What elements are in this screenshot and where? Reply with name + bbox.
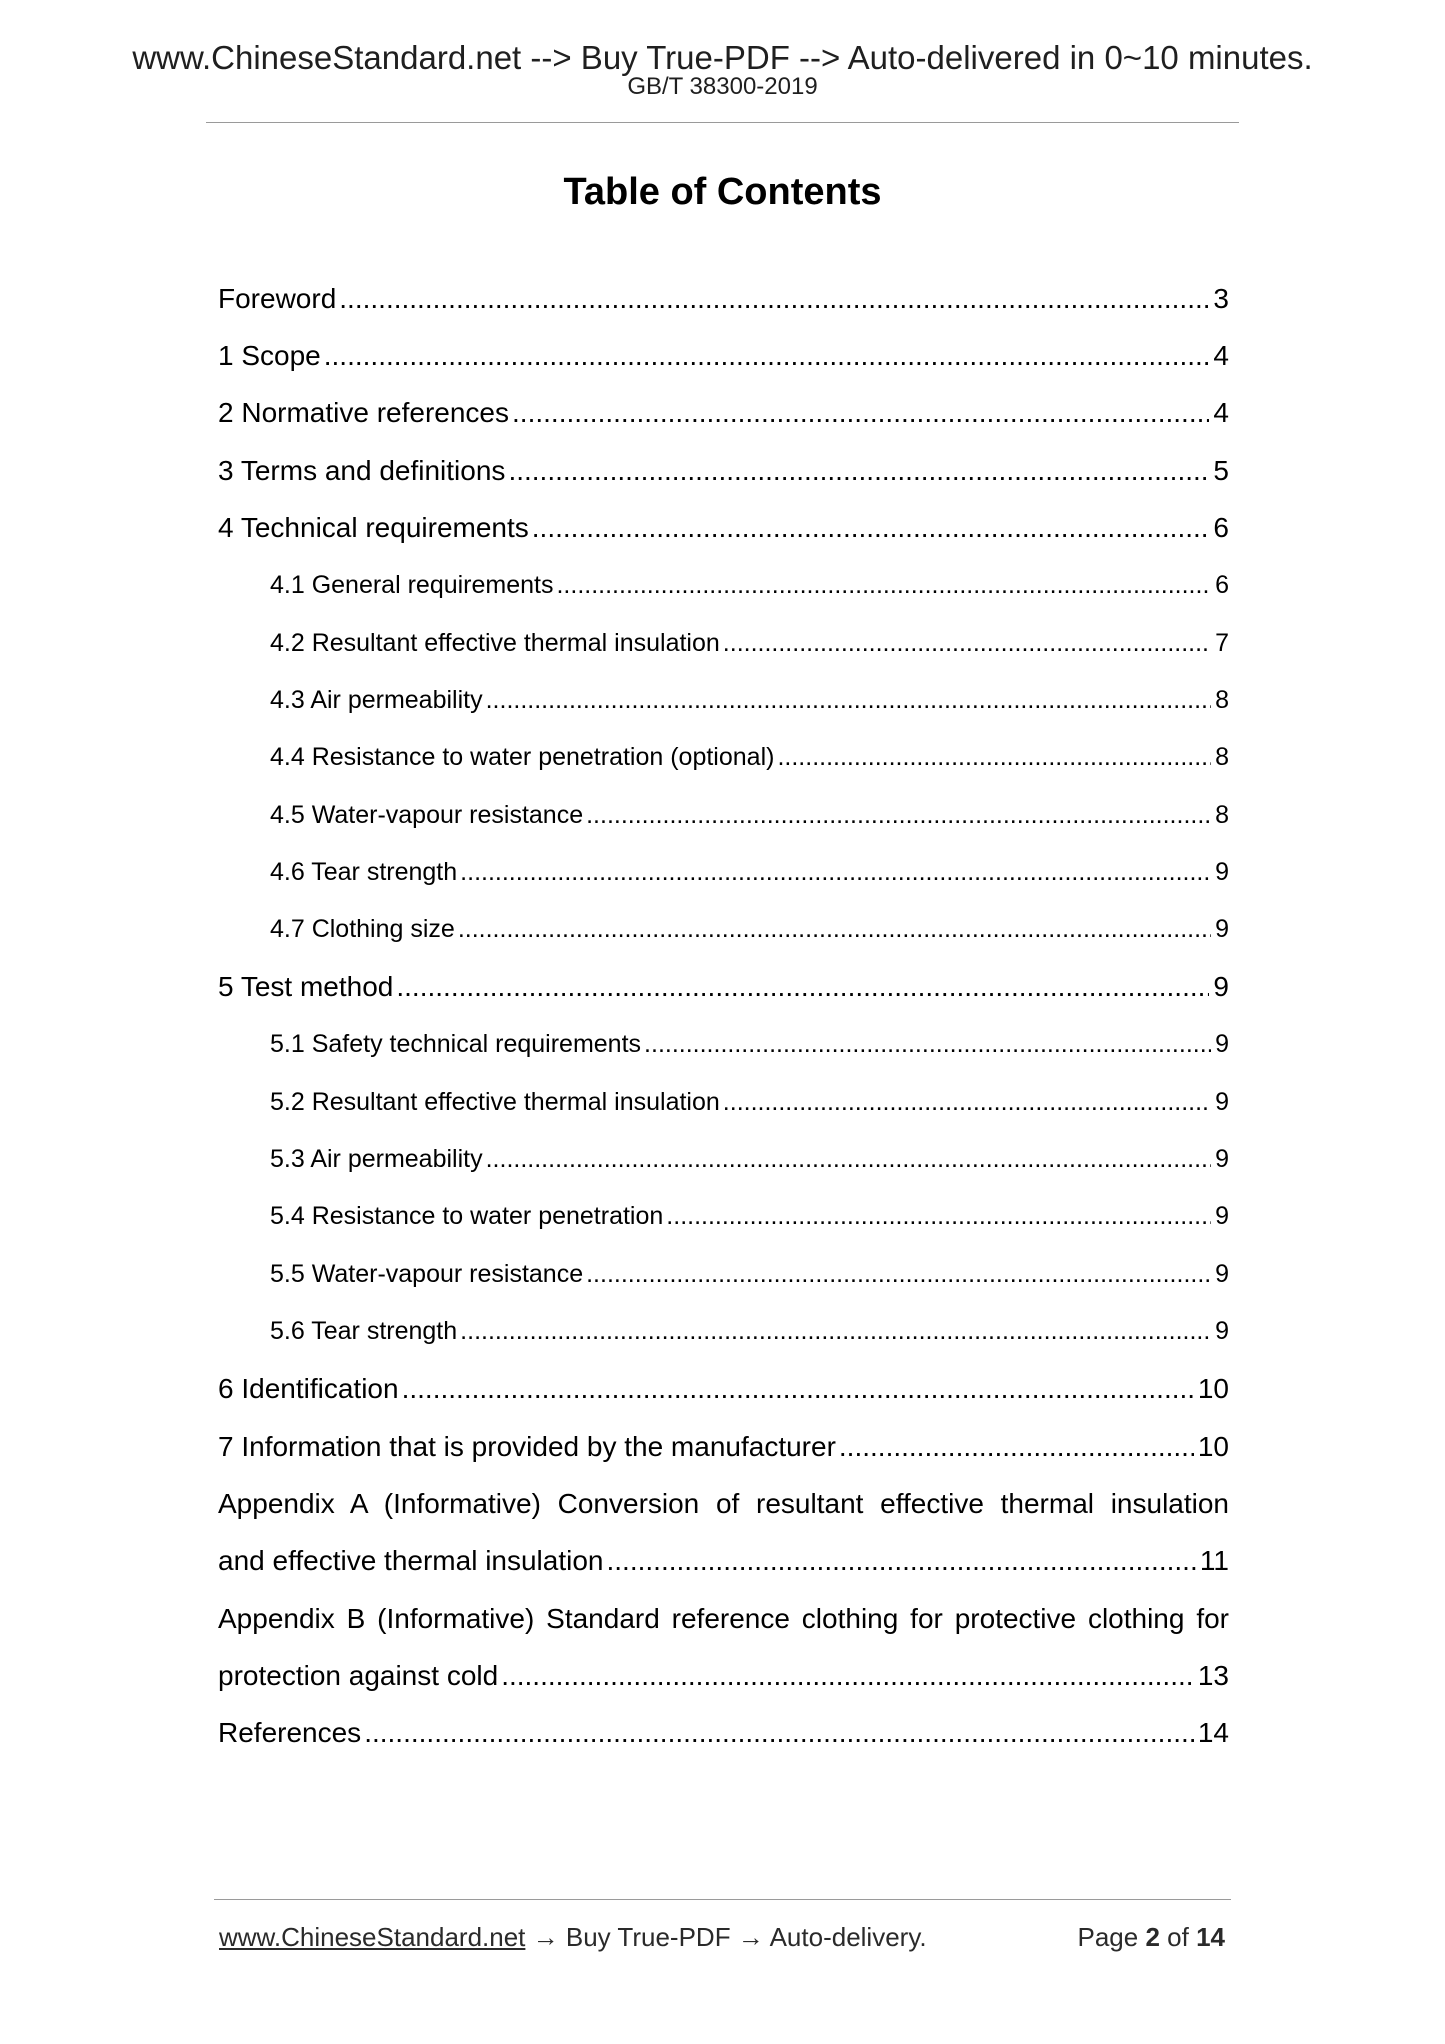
header-divider <box>206 122 1239 123</box>
toc-entry-4-5[interactable] <box>218 787 1229 844</box>
toc-leader-dots <box>486 686 1211 715</box>
toc-entry-page: 9 <box>1215 1030 1229 1059</box>
toc-leader-dots <box>324 340 1210 372</box>
toc-entry-4-7[interactable] <box>218 901 1229 958</box>
site-banner: www.ChineseStandard.net --> Buy True-PDF --> Auto-delivered in 0~10 minutes. <box>132 39 1313 76</box>
toc-leader-dots <box>556 571 1211 600</box>
toc-entry-label: References <box>218 1717 362 1749</box>
toc-entry-label-line1: Appendix B (Informative) Standard reference clothing for protective clothing for <box>218 1602 1229 1634</box>
toc-entry-technical-requirements[interactable] <box>218 500 1229 557</box>
footer-site-link[interactable]: www.ChineseStandard.net <box>219 1922 526 1952</box>
toc-entry-label: 4.4 Resistance to water penetration (optional) <box>270 743 775 772</box>
toc-entry-page: 9 <box>1213 971 1229 1003</box>
toc-entry-terms-definitions[interactable] <box>218 442 1229 499</box>
toc-entry-page: 9 <box>1215 1087 1229 1116</box>
toc-entry-page: 9 <box>1215 858 1229 887</box>
toc-entry-5-1[interactable] <box>218 1016 1229 1073</box>
toc-entry-manufacturer-information[interactable] <box>218 1418 1229 1475</box>
toc-entry-label: 4.5 Water-vapour resistance <box>270 800 584 829</box>
toc-entry-page: 9 <box>1215 1317 1229 1346</box>
toc-entry-page: 6 <box>1213 512 1229 544</box>
toc-leader-dots <box>777 743 1211 772</box>
toc-entry-label: 1 Scope <box>218 340 321 372</box>
toc-entry-page: 10 <box>1197 1373 1229 1405</box>
toc-entry-page: 9 <box>1215 1202 1229 1231</box>
toc-entry-5-3[interactable] <box>218 1131 1229 1188</box>
toc-entry-label-line1: Appendix A (Informative) Conversion of resultant effective thermal insulation <box>218 1487 1229 1519</box>
toc-leader-dots <box>723 629 1211 658</box>
toc-leader-dots <box>396 971 1209 1003</box>
page-footer <box>219 1920 1225 1954</box>
table-of-contents <box>218 270 1229 1762</box>
toc-entry-4-2[interactable] <box>218 614 1229 671</box>
toc-entry-page: 3 <box>1213 282 1229 314</box>
toc-entry-label: 5.1 Safety technical requirements <box>270 1030 642 1059</box>
toc-leader-dots <box>532 512 1210 544</box>
toc-entry-test-method[interactable] <box>218 959 1229 1016</box>
toc-entry-label: 5 Test method <box>218 971 394 1003</box>
toc-entry-label: 5.2 Resultant effective thermal insulation <box>270 1087 720 1116</box>
document-id: GB/T 38300-2019 <box>627 73 818 100</box>
toc-entry-label: 5.3 Air permeability <box>270 1145 483 1174</box>
toc-entry-label: 2 Normative references <box>218 397 510 429</box>
toc-entry-4-3[interactable] <box>218 672 1229 729</box>
toc-entry-label: 7 Information that is provided by the manufacturer <box>218 1430 836 1462</box>
toc-entry-label: 4.3 Air permeability <box>270 685 483 714</box>
toc-leader-dots <box>512 397 1209 429</box>
toc-entry-appendix-a[interactable] <box>218 1475 1229 1590</box>
toc-entry-foreword[interactable] <box>218 270 1229 327</box>
toc-leader-dots <box>644 1030 1211 1059</box>
toc-entry-label-line2: and effective thermal insulation <box>218 1545 604 1577</box>
toc-entry-label: 4.6 Tear strength <box>270 858 458 887</box>
toc-entry-label-line2: protection against cold <box>218 1660 499 1692</box>
toc-entry-page: 11 <box>1199 1545 1229 1577</box>
toc-entry-label: 4.2 Resultant effective thermal insulation <box>270 628 720 657</box>
toc-leader-dots <box>402 1373 1194 1405</box>
toc-leader-dots <box>607 1545 1196 1577</box>
toc-entry-4-4[interactable] <box>218 729 1229 786</box>
toc-entry-label: Foreword <box>218 282 337 314</box>
toc-entry-4-6[interactable] <box>218 844 1229 901</box>
toc-entry-page: 9 <box>1215 1145 1229 1174</box>
toc-entry-page: 9 <box>1215 1259 1229 1288</box>
footer-divider <box>214 1899 1231 1900</box>
toc-entry-label: 6 Identification <box>218 1373 399 1405</box>
toc-leader-dots <box>508 455 1209 487</box>
toc-entry-4-1[interactable] <box>218 557 1229 614</box>
toc-leader-dots <box>460 858 1211 887</box>
page-indicator <box>1077 1920 1225 1954</box>
toc-leader-dots <box>839 1431 1194 1463</box>
toc-entry-page: 4 <box>1213 340 1229 372</box>
toc-entry-page: 8 <box>1215 685 1229 714</box>
page-word: Page <box>1077 1922 1139 1952</box>
toc-entry-normative-references[interactable] <box>218 385 1229 442</box>
toc-entry-page: 4 <box>1213 397 1229 429</box>
toc-entry-label: 4.7 Clothing size <box>270 915 455 944</box>
page-title: Table of Contents <box>563 171 882 213</box>
page-total: 14 <box>1196 1922 1225 1952</box>
toc-entry-5-5[interactable] <box>218 1246 1229 1303</box>
toc-entry-label: 5.6 Tear strength <box>270 1317 458 1346</box>
toc-leader-dots <box>586 801 1211 830</box>
page-current: 2 <box>1145 1922 1160 1952</box>
toc-entry-5-2[interactable] <box>218 1073 1229 1130</box>
toc-leader-dots <box>458 915 1211 944</box>
toc-entry-label: 3 Terms and definitions <box>218 454 506 486</box>
toc-entry-label: 5.5 Water-vapour resistance <box>270 1259 584 1288</box>
toc-leader-dots <box>486 1145 1211 1174</box>
toc-entry-page: 13 <box>1197 1660 1229 1692</box>
toc-entry-label: 4 Technical requirements <box>218 512 529 544</box>
toc-entry-references[interactable] <box>218 1705 1229 1762</box>
toc-leader-dots <box>364 1717 1194 1749</box>
toc-leader-dots <box>501 1660 1194 1692</box>
toc-leader-dots <box>723 1088 1211 1117</box>
toc-entry-page: 8 <box>1215 743 1229 772</box>
toc-leader-dots <box>339 283 1209 315</box>
toc-leader-dots <box>586 1260 1211 1289</box>
toc-entry-label: 5.4 Resistance to water penetration <box>270 1202 664 1231</box>
page-of-word: of <box>1167 1922 1189 1952</box>
toc-entry-page: 9 <box>1215 915 1229 944</box>
toc-entry-appendix-b[interactable] <box>218 1590 1229 1705</box>
toc-leader-dots <box>460 1317 1211 1346</box>
toc-leader-dots <box>666 1202 1211 1231</box>
toc-entry-5-6[interactable] <box>218 1303 1229 1360</box>
toc-entry-page: 7 <box>1215 628 1229 657</box>
footer-tagline: → Buy True-PDF → Auto-delivery. <box>532 1922 927 1952</box>
toc-entry-page: 6 <box>1215 571 1229 600</box>
toc-entry-5-4[interactable] <box>218 1188 1229 1245</box>
toc-entry-label: 4.1 General requirements <box>270 571 554 600</box>
toc-entry-page: 8 <box>1215 800 1229 829</box>
toc-entry-page: 14 <box>1197 1717 1229 1749</box>
toc-entry-page: 10 <box>1197 1430 1229 1462</box>
toc-entry-identification[interactable] <box>218 1360 1229 1417</box>
toc-entry-scope[interactable] <box>218 327 1229 384</box>
toc-entry-page: 5 <box>1213 454 1229 486</box>
